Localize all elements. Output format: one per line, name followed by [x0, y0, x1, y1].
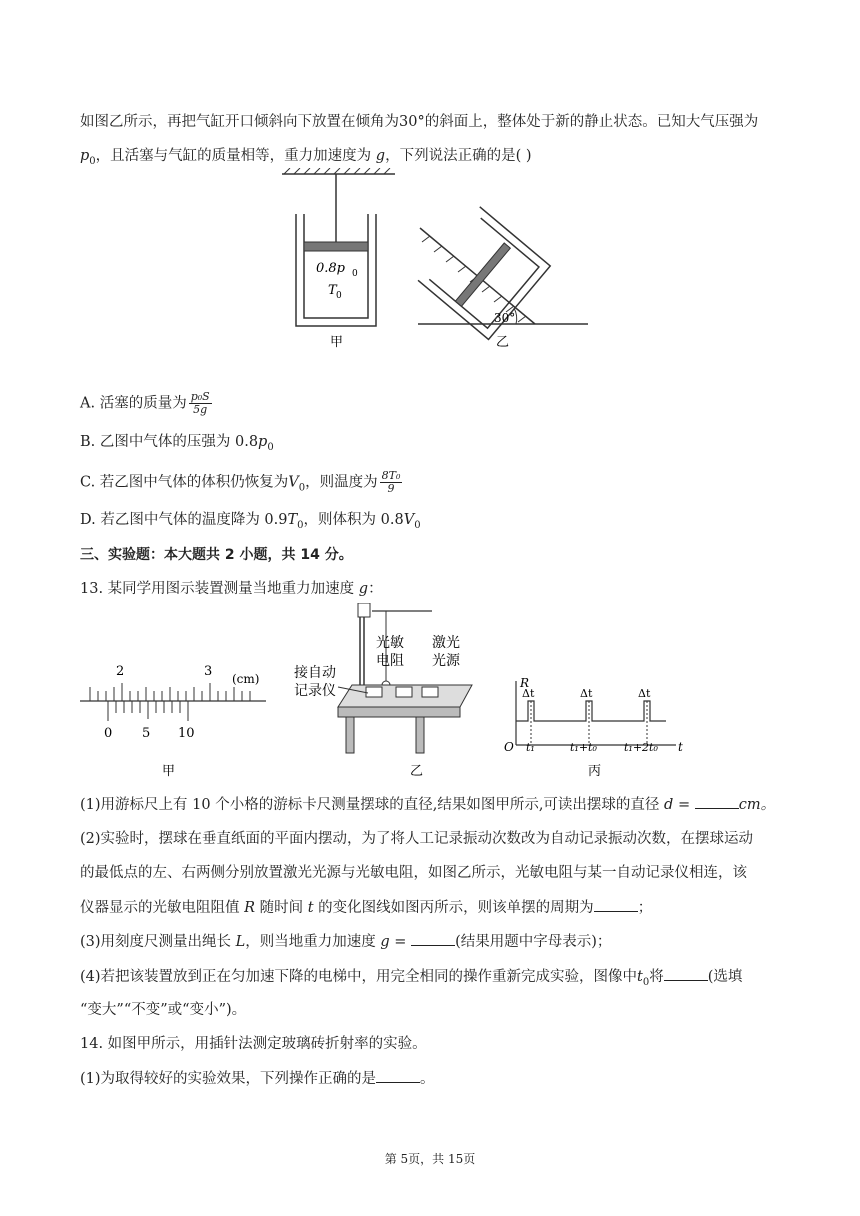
q13-part-2-line-2: 的最低点的左、右两侧分别放置激光光源与光敏电阻，如图乙所示，光敏电阻与某一自动记录仪相连，该 [80, 865, 747, 881]
vernier-label-10: 10 [178, 726, 195, 741]
caliper-label-3: 3 [204, 664, 213, 679]
caliper-unit: (cm) [232, 672, 260, 686]
laser-label-1: 激光 [432, 635, 460, 651]
option-c: C. 若乙图中气体的体积仍恢复为$V_0$，则温度为 $\frac{\text{8T₀}}{9}$ [80, 469, 401, 495]
q13-stem: 13. 某同学用图示装置测量当地重力加速度 g： [80, 581, 383, 597]
q14-part-1: (1)为取得较好的实验效果，下列操作正确的是 。 [80, 1068, 435, 1089]
caliper-label-2: 2 [116, 664, 125, 679]
photoresistor-label-2: 电阻 [376, 653, 404, 669]
q13-blank-3[interactable] [411, 931, 455, 946]
q13-part-2-line-1: (2)实验时，摆球在垂直纸面的平面内摆动，为了将人工记录振动次数改为自动记录振动次数，在摆球运动 [80, 831, 754, 847]
section-3-title: 三、实验题：本大题共 2 小题，共 14 分。 [80, 547, 353, 563]
fig12-angle: 30° [494, 311, 516, 325]
graph-dt-1: Δt [522, 687, 535, 700]
fig12-label-jia: 甲 [330, 335, 344, 350]
q13-part-4-line-2: “变大”“不变”或“变小”)。 [80, 1002, 247, 1018]
laser-label-2: 光源 [432, 653, 460, 669]
q14-blank-1[interactable] [376, 1068, 420, 1083]
vernier-label-5: 5 [142, 726, 151, 741]
graph-t: t [678, 740, 683, 754]
q13-part-4-line-1: (4)若把该装置放到正在匀加速下降的电梯中，用完全相同的操作重新完成实验，图像中$t_0$将 (选填 [80, 966, 742, 993]
fig12-label-yi: 乙 [496, 335, 510, 350]
page-footer: 第 5页，共 15页 [384, 1152, 476, 1166]
label-bing-13: 丙 [588, 764, 602, 779]
svg-text:0: 0 [336, 291, 342, 301]
fig12-pressure: 0.8p [316, 261, 345, 276]
graph-dt-2: Δt [580, 687, 593, 700]
recorder-label-1: 接自动 [294, 665, 336, 681]
graph-dt-3: Δt [638, 687, 651, 700]
graph-R: R [520, 676, 530, 690]
intro-line-1: 如图乙所示，再把气缸开口倾斜向下放置在倾角为30°的斜面上，整体处于新的静止状态。已知大气压强为 [80, 114, 759, 130]
label-yi-13: 乙 [410, 764, 424, 779]
q13-part-2-line-3: 仪器显示的光敏电阻阻值 R 随时间 t 的变化图线如图丙所示，则该单摆的周期为 ； [80, 897, 652, 918]
option-a: A. 活塞的质量为 $\frac{\text{p₀S}}{5g}$ [80, 390, 210, 416]
q14-stem: 14. 如图甲所示，用插针法测定玻璃砖折射率的实验。 [80, 1036, 427, 1052]
intro-line-2: $p_0$，且活塞与气缸的质量相等，重力加速度为 g，下列说法正确的是( ) [80, 148, 532, 167]
option-b: B. 乙图中气体的压强为 $0.8p_0$ [80, 434, 274, 453]
q13-blank-4[interactable] [664, 966, 708, 981]
graph-t12t0: t₁+2t₀ [624, 741, 658, 754]
q13-blank-2[interactable] [594, 897, 638, 912]
option-d: D. 若乙图中气体的温度降为 $0.9T_0$，则体积为 $0.8V_0$ [80, 512, 421, 531]
q13-part-3: (3)用刻度尺测量出绳长 L，则当地重力加速度 g = (结果用题中字母表示)； [80, 931, 611, 952]
recorder-label-2: 记录仪 [294, 683, 336, 699]
q13-blank-1[interactable] [695, 794, 739, 809]
label-jia-13: 甲 [162, 764, 176, 779]
cylinder-figure [270, 168, 600, 354]
experiment-figure [76, 603, 696, 783]
q13-part-1: (1)用游标尺上有 10 个小格的游标卡尺测量摆球的直径,结果如图甲所示,可读出摆球的直径 d = cm。 [80, 794, 775, 815]
fig12-temp: T [328, 283, 337, 298]
vernier-label-0: 0 [104, 726, 113, 741]
photoresistor-label-1: 光敏 [376, 635, 404, 651]
graph-O: O [504, 740, 514, 754]
svg-text:0: 0 [352, 269, 358, 279]
graph-t1: t₁ [526, 741, 535, 754]
graph-t1t0: t₁+t₀ [570, 741, 597, 754]
